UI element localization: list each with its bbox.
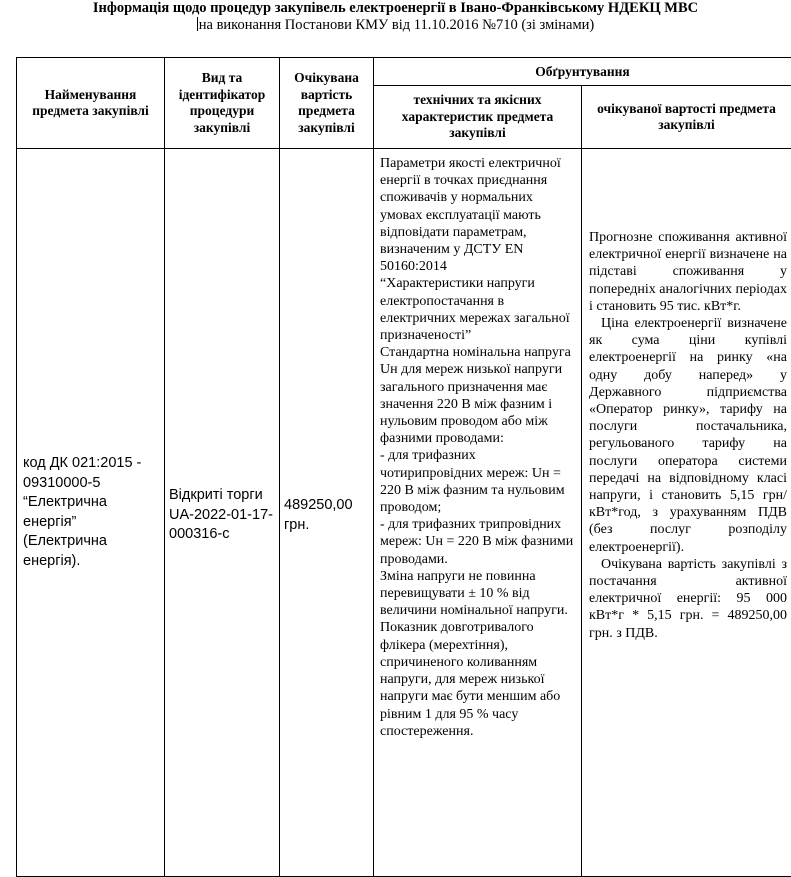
header-cost: Очікувана вартість предмета закупівлі xyxy=(280,58,374,149)
cell-tech-characteristics xyxy=(374,149,582,877)
document-title xyxy=(0,0,791,34)
cell-procedure: Відкриті торги UA-2022-01-17-000316-c xyxy=(165,149,280,877)
procurement-table xyxy=(16,57,791,877)
title-line-2-text: на виконання Постанови КМУ від 11.10.2016 №710 (зі змінами) xyxy=(199,17,594,33)
tech-paragraph-6: Зміна напруги не повинна перевищувати ± 10 % від величини номінальної напруги. xyxy=(380,568,577,620)
tech-paragraph-5: - для трифазних трипровідних мереж: Uн = 220 В між фазними проводами. xyxy=(380,516,577,568)
header-procedure: Вид та ідентифікатор процедури закупівлі xyxy=(165,58,280,149)
cell-expected-cost: 489250,00 грн. xyxy=(280,149,374,877)
tech-paragraph-3: Стандартна номінальна напруга Uн для мереж низької напруги загального призначення має значення 220 В між фазним і нульовим проводом або між фазними проводами: xyxy=(380,344,577,447)
tech-paragraph-2: “Характеристики напруги електропостачання в електричних мережах загальної призначеності” xyxy=(380,275,577,344)
cost-paragraph-2: Ціна електроенергії визначене як сума ціни купівлі електроенергії на ринку «на одну добу наперед» у Державного підприємства «Оператор ринку», тарифу на послуги постачальника, регульованого тарифу на послуги оператора системи передачі на відповідному класі напруги, і становить 5,15 грн/кВт*год, з урахуванням ПДВ (без послуг розподілу електроенергії). xyxy=(589,315,787,556)
header-justification: Обґрунтування xyxy=(374,58,791,86)
header-tech-characteristics: технічних та якісних характеристик предмета закупівлі xyxy=(374,86,582,149)
tech-paragraph-1: Параметри якості електричної енергії в точках приєднання споживачів у нормальних умовах експлуатації мають відповідати параметрам, визначеним у ДСТУ EN 50160:2014 xyxy=(380,155,577,275)
tech-paragraph-7: Показник довготривалого флікера (мерехтіння), спричиненого коливанням напруги, для мереж низької напруги має бути меншим або рівним 1 для 95 % часу спостереження. xyxy=(380,619,577,739)
header-name: Найменування предмета закупівлі xyxy=(17,58,165,149)
text-cursor xyxy=(197,17,198,31)
cost-paragraph-1: Прогнозне споживання активної електричної енергії визначене на підставі споживання у попередніх аналогічних періодах і становить 95 тис. кВт*г. xyxy=(589,229,787,315)
tech-paragraph-4: - для трифазних чотирипровідних мереж: Uн = 220 В між фазним та нульовим проводом; xyxy=(380,447,577,516)
cost-paragraph-3: Очікувана вартість закупівлі з постачання активної електричної енергії: 95 000 кВт*г * 5,15 грн. = 489250,00 грн. з ПДВ. xyxy=(589,556,787,642)
title-line-1: Інформація щодо процедур закупівель електроенергії в Івано-Франківському НДЕКЦ МВС xyxy=(0,0,791,17)
cell-subject-name: код ДК 021:2015 - 09310000-5 “Електрична енергія” (Електрична енергія). xyxy=(17,149,165,877)
header-cost-justification: очікуваної вартості предмета закупівлі xyxy=(582,86,791,149)
cell-cost-justification xyxy=(582,149,791,877)
title-line-2 xyxy=(0,17,791,34)
